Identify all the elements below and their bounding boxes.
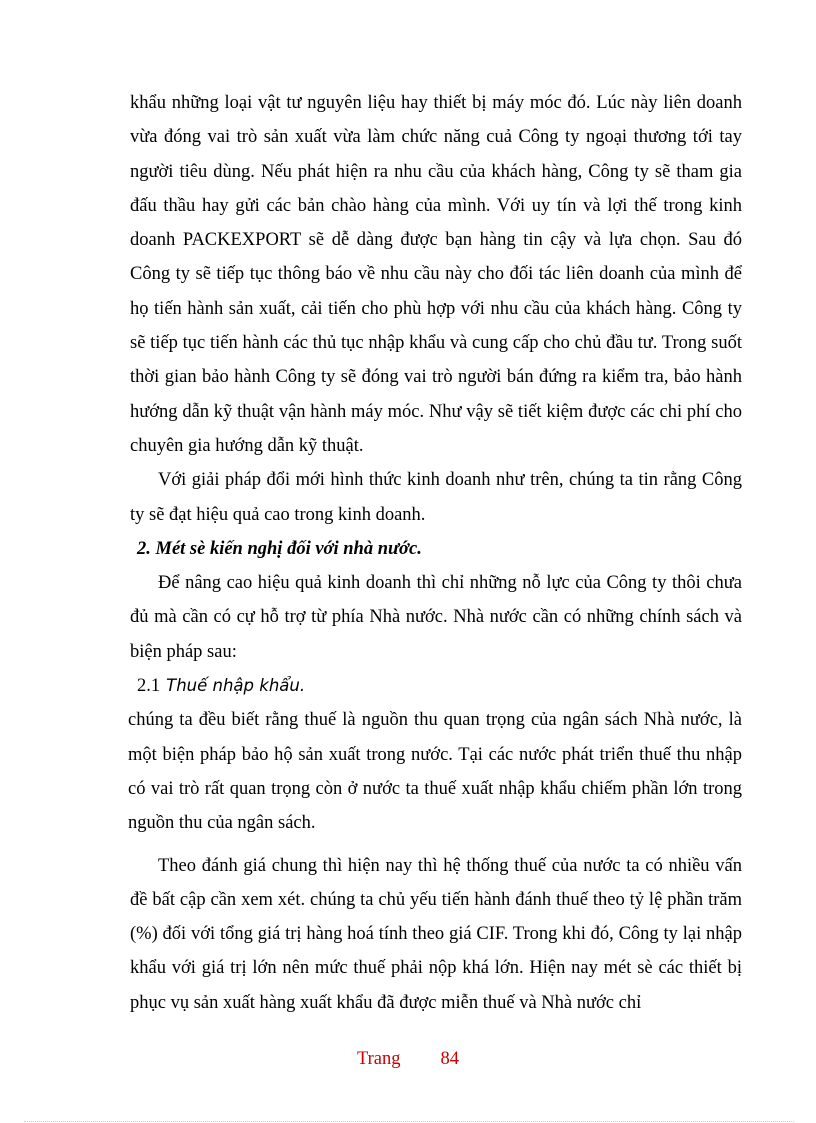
- page-number: 84: [440, 1049, 460, 1069]
- subsection-heading: [137, 669, 742, 703]
- footer-divider: [24, 1121, 794, 1122]
- subsection-title: Thuế nhập khẩu.: [166, 676, 306, 696]
- page-footer: [0, 1049, 816, 1070]
- subsection-number: 2.1: [137, 676, 161, 697]
- section-heading: 2. Mét sè kiến nghị đối với nhà nước.: [137, 538, 422, 559]
- page-label: Trang: [356, 1049, 401, 1069]
- paragraph-tax-1: chúng ta đều biết rằng thuế là nguồn thu quan trọng của ngân sách Nhà nước, là một biện pháp bảo hộ sản xuất trong nước. Tại các nước phát triển thuế thu nhập có vai trò rất quan trọng còn ở nước ta thuế xuất nhập khẩu chiếm phần lớn trong nguồn thu của ngân sách.: [128, 710, 742, 834]
- paragraph-intro-continuation: khẩu những loại vật tư nguyên liệu hay thiết bị máy móc đó. Lúc này liên doanh vừa đóng vai trò sản xuất vừa làm chức năng cuả Công ty ngoại thương tới tay người tiêu dùng. Nếu phát hiện ra nhu cầu của khách hàng, Công ty sẽ tham gia đấu thầu hay gửi các bản chào hàng của mình. Với uy tín và lợi thế trong kinh doanh PACKEXPORT sẽ dễ dàng được bạn hàng tin cậy và lựa chọn. Sau đó Công ty sẽ tiếp tục thông báo về nhu cầu này cho đối tác liên doanh của mình để họ tiến hành sản xuất, cải tiến cho phù hợp với nhu cầu của khách hàng. Công ty sẽ tiếp tục tiến hành các thủ tục nhập khẩu và cung cấp cho chủ đầu tư. Trong suốt thời gian bảo hành Công ty sẽ đóng vai trò người bán đứng ra kiểm tra, bảo hành hướng dẫn kỹ thuật vận hành máy móc. Như vậy sẽ tiết kiệm được các chi phí cho chuyên gia hướng dẫn kỹ thuật.: [130, 93, 742, 456]
- paragraph-conclusion: Với giải pháp đổi mới hình thức kinh doanh như trên, chúng ta tin rằng Công ty sẽ đạt hiệu quả cao trong kinh doanh.: [130, 470, 742, 525]
- paragraph-tax-2: Theo đánh giá chung thì hiện nay thì hệ thống thuế của nước ta có nhiều vấn đề bất cập cần xem xét. chúng ta chủ yếu tiến hành đánh thuế theo tỷ lệ phần trăm (%) đối với tổng giá trị hàng hoá tính theo giá CIF. Trong khi đó, Công ty lại nhập khẩu với giá trị lớn nên mức thuế phải nộp khá lớn. Hiện nay mét sè các thiết bị phục vụ sản xuất hàng xuất khẩu đã được miễn thuế và Nhà nước chỉ: [130, 855, 742, 1013]
- document-body: [130, 86, 742, 1020]
- paragraph-section-intro: Để nâng cao hiệu quả kinh doanh thì chỉ những nỗ lực của Công ty thôi chưa đủ mà cần có cự hỗ trợ từ phía Nhà nước. Nhà nước cần có những chính sách và biện pháp sau:: [130, 573, 742, 662]
